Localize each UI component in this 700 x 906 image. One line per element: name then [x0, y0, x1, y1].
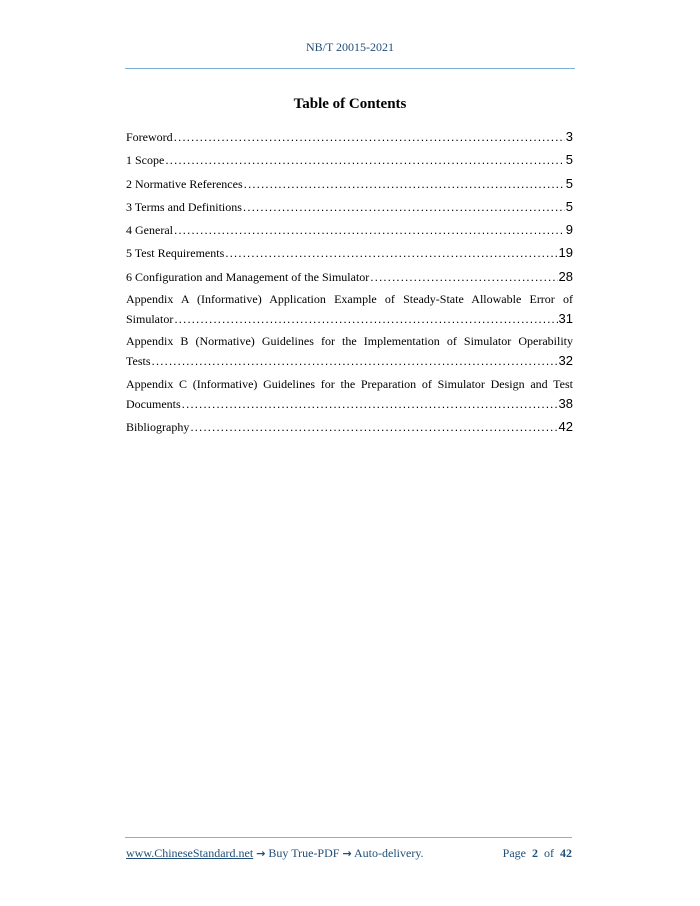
toc-entry-terms-and-definitions[interactable]: [126, 197, 573, 216]
toc-entry-page: 9: [565, 222, 573, 238]
website-link[interactable]: www.ChineseStandard.net: [126, 846, 254, 860]
page-word: Page: [502, 846, 526, 860]
toc-entry-foreword[interactable]: [126, 127, 573, 146]
of-word: of: [544, 846, 554, 860]
toc-entry-appendix-b[interactable]: [126, 332, 573, 370]
page-number: [503, 846, 572, 861]
toc-entry-page: 5: [565, 175, 573, 191]
toc-entry-configuration-and-management[interactable]: [126, 267, 573, 286]
total-pages-number: 42: [560, 846, 572, 860]
toc-entry-label: 3 Terms and Definitions: [126, 199, 242, 214]
dot-leader: [165, 151, 564, 170]
arrow-right-icon: →: [256, 847, 266, 860]
toc-entry-label-line2: Documents: [126, 396, 181, 411]
dot-leader: [152, 352, 558, 371]
toc-entry-label: 2 Normative References: [126, 176, 243, 191]
arrow-right-icon: →: [342, 847, 352, 860]
toc-entry-label: 1 Scope: [126, 153, 165, 168]
toc-entry-page: 28: [558, 268, 573, 284]
toc-entry-label: 4 General: [126, 223, 173, 238]
toc-entry-page: 5: [565, 152, 573, 168]
toc-entry-page: 31: [558, 311, 573, 327]
toc-entry-page: 42: [558, 418, 573, 434]
current-page-number: 2: [532, 846, 538, 860]
dot-leader: [370, 268, 557, 287]
dot-leader: [244, 175, 565, 194]
toc-entry-label: 6 Configuration and Management of the Simulator: [126, 269, 370, 284]
toc-entry-label-line1: Appendix A (Informative) Application Example of Steady-State Allowable Error of: [126, 292, 573, 307]
toc-entry-page: 38: [558, 395, 573, 411]
toc-entry-scope[interactable]: [126, 150, 573, 169]
toc-entry-label-line1: Appendix B (Normative) Guidelines for the Implementation of Simulator Operability: [126, 334, 573, 349]
dot-leader: [182, 395, 558, 414]
document-header-id: NB/T 20015-2021: [305, 40, 395, 54]
table-of-contents: [126, 127, 573, 440]
toc-entry-normative-references[interactable]: [126, 174, 573, 193]
toc-entry-label: Foreword: [126, 130, 173, 144]
toc-entry-appendix-c[interactable]: [126, 375, 573, 413]
footer-promo: [126, 846, 424, 861]
toc-entry-label-line2: Tests: [126, 354, 151, 369]
toc-entry-label: Bibliography: [126, 419, 190, 434]
buy-true-pdf-text: Buy True-PDF: [268, 846, 340, 860]
toc-entry-label-line2: Simulator: [126, 312, 174, 327]
dot-leader: [174, 128, 565, 147]
toc-entry-page: 5: [565, 198, 573, 214]
dot-leader: [174, 310, 557, 329]
toc-entry-appendix-a[interactable]: [126, 290, 573, 328]
toc-entry-general[interactable]: [126, 220, 573, 239]
dot-leader: [225, 244, 557, 263]
dot-leader: [243, 198, 565, 217]
toc-entry-page: 3: [565, 129, 573, 144]
dot-leader: [190, 418, 557, 437]
toc-entry-label-line1: Appendix C (Informative) Guidelines for the Preparation of Simulator Design and Test: [126, 376, 573, 391]
toc-entry-page: 32: [558, 353, 573, 369]
toc-entry-label: 5 Test Requirements: [126, 246, 225, 261]
dot-leader: [174, 221, 565, 240]
footer-rule: [125, 837, 572, 838]
toc-entry-test-requirements[interactable]: [126, 243, 573, 262]
auto-delivery-text: Auto-delivery.: [354, 846, 424, 860]
header-rule: [125, 68, 575, 69]
toc-title: Table of Contents: [293, 96, 407, 112]
toc-entry-bibliography[interactable]: [126, 417, 573, 436]
toc-entry-page: 19: [558, 245, 573, 261]
